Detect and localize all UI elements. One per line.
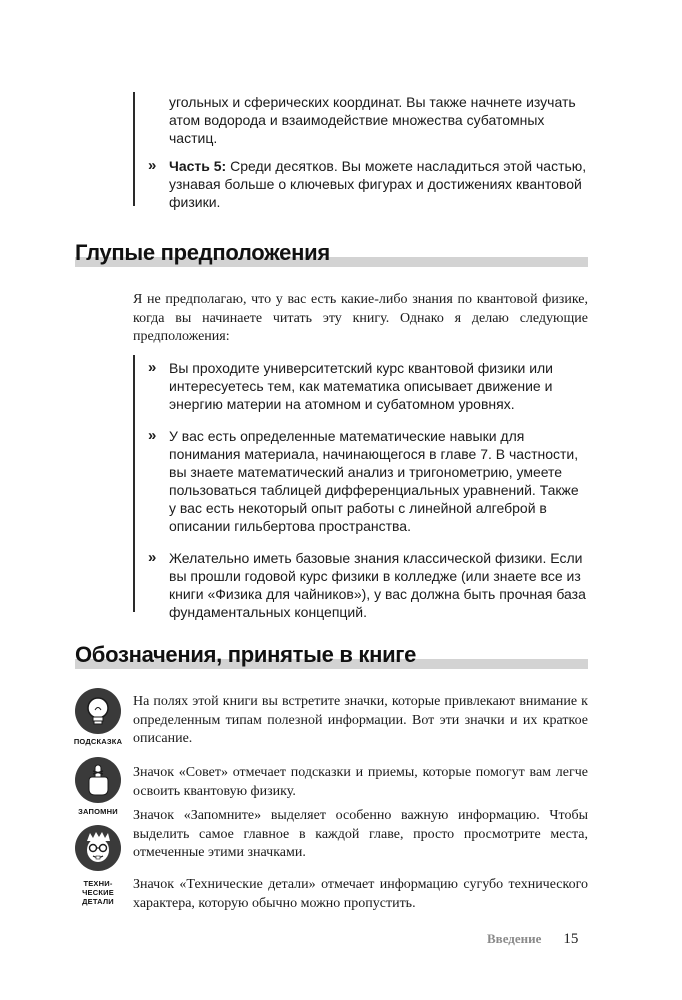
bullet-chevron-icon: » (148, 359, 157, 376)
assumption-item-2: » У вас есть определенные математические навыки для понимания материала, начинающегося в главе 7. В частности, вы знаете математический анализ и тригонометрию, умеете пользоваться таблицей дифференциальных уравнений. Также у вас есть некоторый опыт работы с линейной алгеброй в описании гильбертова пространства. (148, 427, 579, 534)
part-text: Среди десятков. Вы можете насладиться этой частью, узнавая больше о ключевых фигурах и достижениях квантовой физики. (169, 158, 587, 210)
bullet-chevron-icon: » (148, 157, 157, 174)
icon-label: ТЕХНИ- ЧЕСКИЕ ДЕТАЛИ (82, 879, 114, 906)
icon-label: ЗАПОМНИ (78, 807, 118, 816)
top-list (148, 93, 588, 211)
list-item-part5 (148, 157, 588, 211)
page-number: 15 (563, 931, 579, 947)
list-continuation: угольных и сферических координат. Вы также начнете изучать атом водорода и взаимодействие множества субатомных частиц. (169, 94, 576, 146)
assumptions-intro: Я не предполагаю, что у вас есть какие-либо знания по квантовой физике, когда вы начинаете читать эту книгу. Однако я делаю следующие предположения: (133, 292, 588, 344)
remember-description: Значок «Запомните» выделяет особенно важную информацию. Чтобы выделить самое главное в каждой главе, просто просмотрите места, отмеченные этими значками. (133, 808, 588, 860)
bullet-chevron-icon: » (148, 427, 157, 444)
bullet-chevron-icon: » (148, 549, 157, 566)
assumption-item-3: » Желательно иметь базовые знания классической физики. Если вы прошли годовой курс физики в колледже (или знаете все из книги «Физика для чайников»), у вас должна быть прочная база фундаментальных концепций. (148, 549, 586, 620)
finger-string-icon (75, 757, 121, 803)
icon-label: ПОДСКАЗКА (73, 737, 123, 746)
margin-icon-remember (68, 757, 128, 816)
sidebar-rule-assumptions (133, 355, 135, 612)
lightbulb-icon (75, 688, 121, 734)
section-title: Обозначения, принятые в книге (75, 642, 417, 667)
sidebar-rule-top (133, 92, 135, 206)
icons-intro: На полях этой книги вы встретите значки, которые привлекают внимание к определенным типам полезной информации. Вот эти значки и их краткое описание. (133, 694, 588, 746)
section-heading-icons (75, 642, 588, 669)
page-footer (487, 931, 578, 948)
assumptions-list (148, 359, 588, 621)
tip-description: Значок «Совет» отмечает подсказки и приемы, которые помогут вам легче освоить квантовую физику. (133, 765, 588, 799)
section-title: Глупые предположения (75, 240, 330, 265)
footer-section-name: Введение (487, 931, 542, 946)
margin-icon-technical (68, 825, 128, 906)
nerd-face-icon (75, 825, 121, 871)
assumption-item-1: » Вы проходите университетский курс квантовой физики или интересуетесь тем, как математика описывает движение и энергию материи на атомном и субатомном уровнях. (148, 359, 554, 412)
part-label: Часть 5: (169, 158, 227, 174)
technical-description: Значок «Технические детали» отмечает информацию сугубо технического характера, которую обычно можно пропустить. (133, 877, 588, 911)
margin-icon-tip (68, 688, 128, 746)
section-heading-assumptions (75, 240, 588, 267)
